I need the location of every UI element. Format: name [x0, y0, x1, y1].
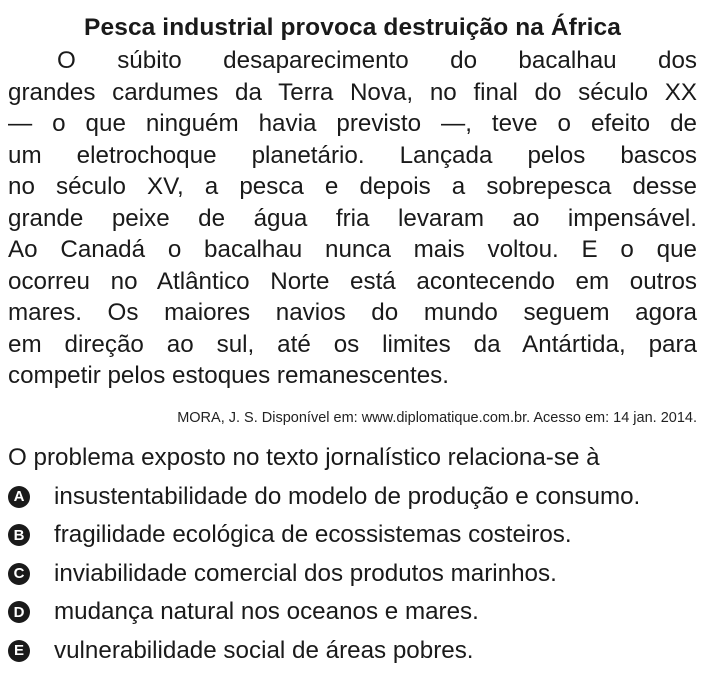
option-text: fragilidade ecológica de ecossistemas costeiros.: [54, 521, 572, 549]
article-line: — o que ninguém havia previsto —, teve o efeito de: [8, 110, 697, 137]
answer-option-b[interactable]: [8, 516, 697, 555]
option-letter-badge: A: [8, 486, 30, 508]
article-line: grandes cardumes da Terra Nova, no final do século XX: [8, 78, 697, 106]
answer-option-c[interactable]: [8, 555, 697, 594]
answer-option-e[interactable]: [8, 632, 697, 671]
source-citation: MORA, J. S. Disponível em: www.diplomatique.com.br. Acesso em: 14 jan. 2014.: [177, 409, 697, 426]
option-letter-badge: C: [8, 563, 30, 585]
option-text: vulnerabilidade social de áreas pobres.: [54, 636, 474, 664]
option-text: inviabilidade comercial dos produtos marinhos.: [54, 559, 557, 587]
option-letter-badge: B: [8, 524, 30, 546]
answer-options: [8, 478, 697, 671]
article-line: no século XV, a pesca e depois a sobrepesca desse: [8, 173, 697, 200]
option-text: insustentabilidade do modelo de produção e consumo.: [54, 482, 641, 510]
article-line: ocorreu no Atlântico Norte está acontecendo em outros: [8, 267, 697, 295]
article-line: Ao Canadá o bacalhau nunca mais voltou. E o que: [8, 236, 697, 263]
option-text: mudança natural nos oceanos e mares.: [54, 598, 479, 626]
answer-option-a[interactable]: [8, 478, 697, 517]
article-line: O súbito desaparecimento do bacalhau dos: [57, 47, 697, 74]
article-body: [8, 45, 697, 392]
article-line: mares. Os maiores navios do mundo seguem agora: [8, 299, 697, 326]
question-prompt: O problema exposto no texto jornalístico relaciona-se à: [8, 443, 600, 471]
article-title: Pesca industrial provoca destruição na África: [84, 14, 621, 41]
option-letter-badge: D: [8, 601, 30, 623]
article-line: em direção ao sul, até os limites da Antártida, para: [8, 330, 697, 358]
answer-option-d[interactable]: [8, 593, 697, 632]
option-letter-badge: E: [8, 640, 30, 662]
article-line: grande peixe de água fria levaram ao impensável.: [8, 204, 697, 232]
article-line: competir pelos estoques remanescentes.: [8, 362, 449, 389]
article-line: um eletrochoque planetário. Lançada pelos bascos: [8, 141, 697, 169]
